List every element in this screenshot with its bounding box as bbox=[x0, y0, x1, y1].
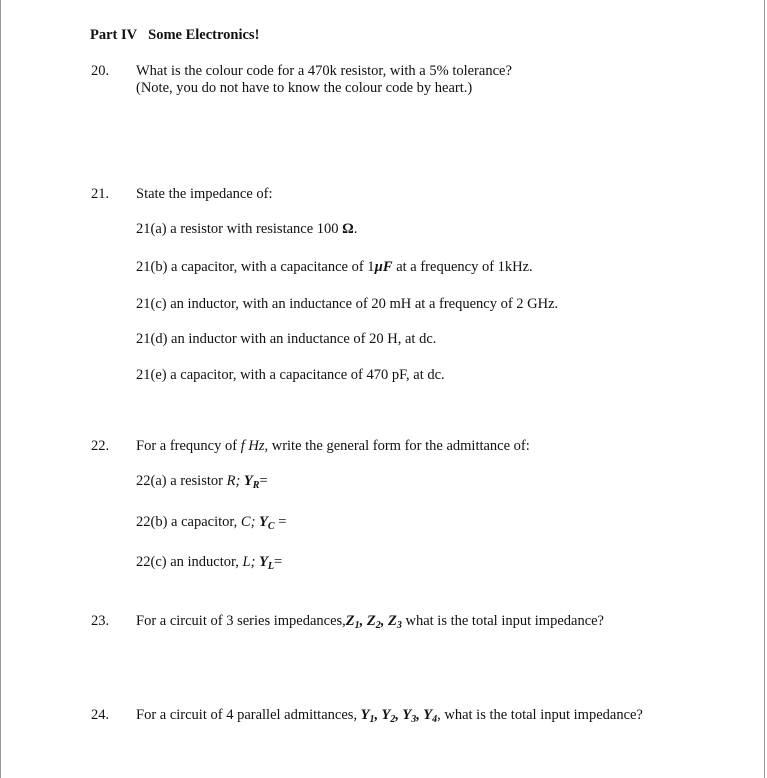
part-label: Part IV bbox=[90, 27, 138, 43]
admittance-symbol: Y bbox=[423, 707, 433, 723]
question-21a-text: 21(a) a resistor with resistance 100 bbox=[136, 221, 339, 237]
question-21a bbox=[136, 221, 357, 238]
question-22-suffix: , write the general form for the admittance of: bbox=[264, 438, 530, 454]
question-21e: 21(e) a capacitor, with a capacitance of 470 pF, at dc. bbox=[136, 367, 445, 383]
admittance-symbol: Y bbox=[259, 554, 268, 570]
admittance-symbol: Y bbox=[381, 707, 391, 723]
admittance-subscript: L bbox=[267, 561, 275, 572]
question-23-text: For a circuit of 3 series $impedances,Z_1$, $Z_2$, $Z_3$ what is the total input impedance? bbox=[136, 613, 604, 631]
equals-sign: = bbox=[259, 473, 268, 489]
admittance-symbol: Y bbox=[259, 514, 268, 530]
question-21b bbox=[136, 259, 533, 276]
question-23-prefix: For a circuit of 3 series impedances, bbox=[136, 613, 346, 629]
admittance-symbol: Y bbox=[243, 473, 253, 489]
impedance-subscript: 3 bbox=[396, 620, 402, 631]
resistor-variable: R; bbox=[226, 473, 241, 489]
question-22c-text: 22(c) an inductor, bbox=[136, 554, 243, 570]
question-24-number: 24. bbox=[91, 707, 110, 723]
part-title bbox=[90, 27, 259, 44]
question-21b-suffix: at a frequency of 1kHz. bbox=[392, 259, 533, 275]
question-22-text bbox=[136, 438, 530, 455]
admittance-subscript: 4 bbox=[432, 714, 438, 725]
question-22-number: 22. bbox=[91, 438, 110, 454]
question-22b-text: 22(b) a capacitor, bbox=[136, 514, 241, 530]
ohm-symbol: Ω bbox=[342, 221, 354, 237]
question-24-suffix: , what is the total input impedance? bbox=[437, 707, 643, 723]
question-23-number: 23. bbox=[91, 613, 110, 629]
impedance-subscript: 1 bbox=[354, 620, 360, 631]
equals-sign: = bbox=[274, 514, 287, 530]
impedance-symbol: Z bbox=[366, 613, 376, 629]
admittance-symbol: Y bbox=[360, 707, 370, 723]
frequency-variable: f Hz bbox=[240, 438, 265, 454]
microfarad-symbol: µF bbox=[374, 259, 393, 275]
admittance-subscript: R bbox=[252, 480, 260, 491]
question-23-suffix: what is the total input impedance? bbox=[401, 613, 604, 629]
impedance-symbol: Z bbox=[388, 613, 397, 629]
question-22a bbox=[136, 473, 268, 494]
part-subtitle: Some Electronics! bbox=[148, 27, 260, 43]
impedance-subscript: 2 bbox=[375, 620, 381, 631]
admittance-subscript: 3 bbox=[411, 714, 417, 725]
question-22b bbox=[136, 514, 286, 535]
question-20-line1: What is the colour code for a 470k resistor, with a 5% tolerance? bbox=[136, 63, 512, 79]
question-20-line2: (Note, you do not have to know the colour code by heart.) bbox=[136, 80, 473, 96]
question-21-number: 21. bbox=[91, 186, 110, 202]
question-21c: 21(c) an inductor, with an inductance of 20 mH at a frequency of 2 GHz. bbox=[136, 296, 559, 312]
admittance-subscript: C bbox=[267, 521, 275, 532]
question-21-text: State the impedance of: bbox=[136, 186, 273, 202]
question-21d: 21(d) an inductor with an inductance of 20 H, at dc. bbox=[136, 331, 437, 347]
question-22c bbox=[136, 554, 282, 575]
admittance-symbol: Y bbox=[402, 707, 412, 723]
impedance-symbol: Z bbox=[345, 613, 355, 629]
question-24-prefix: For a circuit of 4 parallel admittances, bbox=[136, 707, 361, 723]
question-22a-text: 22(a) a resistor bbox=[136, 473, 227, 489]
equals-sign: = bbox=[274, 554, 283, 570]
admittance-subscript: 1 bbox=[369, 714, 375, 725]
question-24-text: For a circuit of 4 parallel admittances, $Y_1$, $Y_2$, $Y_3$, $Y_4$, what is the total input impedance? bbox=[136, 707, 643, 725]
capacitor-variable: C; bbox=[240, 514, 256, 530]
question-20-number: 20. bbox=[91, 63, 110, 79]
admittance-subscript: 2 bbox=[390, 714, 396, 725]
question-21b-text: 21(b) a capacitor, with a capacitance of 1 bbox=[136, 259, 375, 275]
question-22-prefix: For a frequncy of bbox=[136, 438, 241, 454]
inductor-variable: L; bbox=[242, 554, 256, 570]
question-21a-suffix: . bbox=[353, 221, 358, 237]
